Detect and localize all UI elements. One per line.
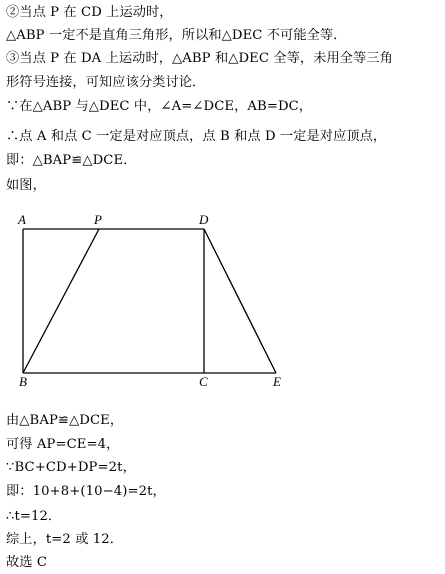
- text-line-7: 即：△BAP≌△DCE．: [6, 153, 137, 168]
- text-line-11: ∵BC+CD+DP=2t，: [6, 460, 136, 475]
- text-line-6: ∴点 A 和点 C 一定是对应顶点，点 B 和点 D 一定是对应顶点，: [6, 129, 387, 144]
- label-a: A: [18, 212, 26, 227]
- label-d: D: [199, 212, 209, 227]
- text-line-3: ③当点 P 在 DA 上运动时，△ABP 和△DEC 全等，未用全等三角: [6, 51, 393, 66]
- label-p: P: [94, 212, 102, 227]
- text-line-2: △ABP 一定不是直角三角形，所以和△DEC 不可能全等．: [6, 28, 347, 43]
- text-line-10: 可得 AP=CE=4，: [6, 437, 120, 452]
- text-line-4: 形符号连接，可知应该分类讨论．: [6, 75, 206, 90]
- text-line-14: 综上，t=2 或 12．: [6, 532, 124, 547]
- text-line-12: 即：10+8+(10−4)=2t，: [6, 484, 166, 499]
- trapezoid-figure: [0, 205, 445, 395]
- label-c: C: [199, 374, 208, 389]
- text-line-9: 由△BAP≌△DCE，: [6, 413, 124, 428]
- text-line-1: ②当点 P 在 CD 上运动时，: [6, 5, 173, 20]
- text-line-8: 如图，: [6, 178, 46, 193]
- text-line-5: ∵在△ABP 与△DEC 中，∠A=∠DCE，AB=DC，: [6, 99, 313, 114]
- text-line-15: 故选 C: [6, 555, 48, 570]
- label-b: B: [19, 374, 27, 389]
- segment-de: [204, 229, 276, 373]
- label-e: E: [273, 374, 281, 389]
- text-line-13: ∴t=12．: [6, 509, 62, 524]
- segment-bp: [23, 229, 99, 373]
